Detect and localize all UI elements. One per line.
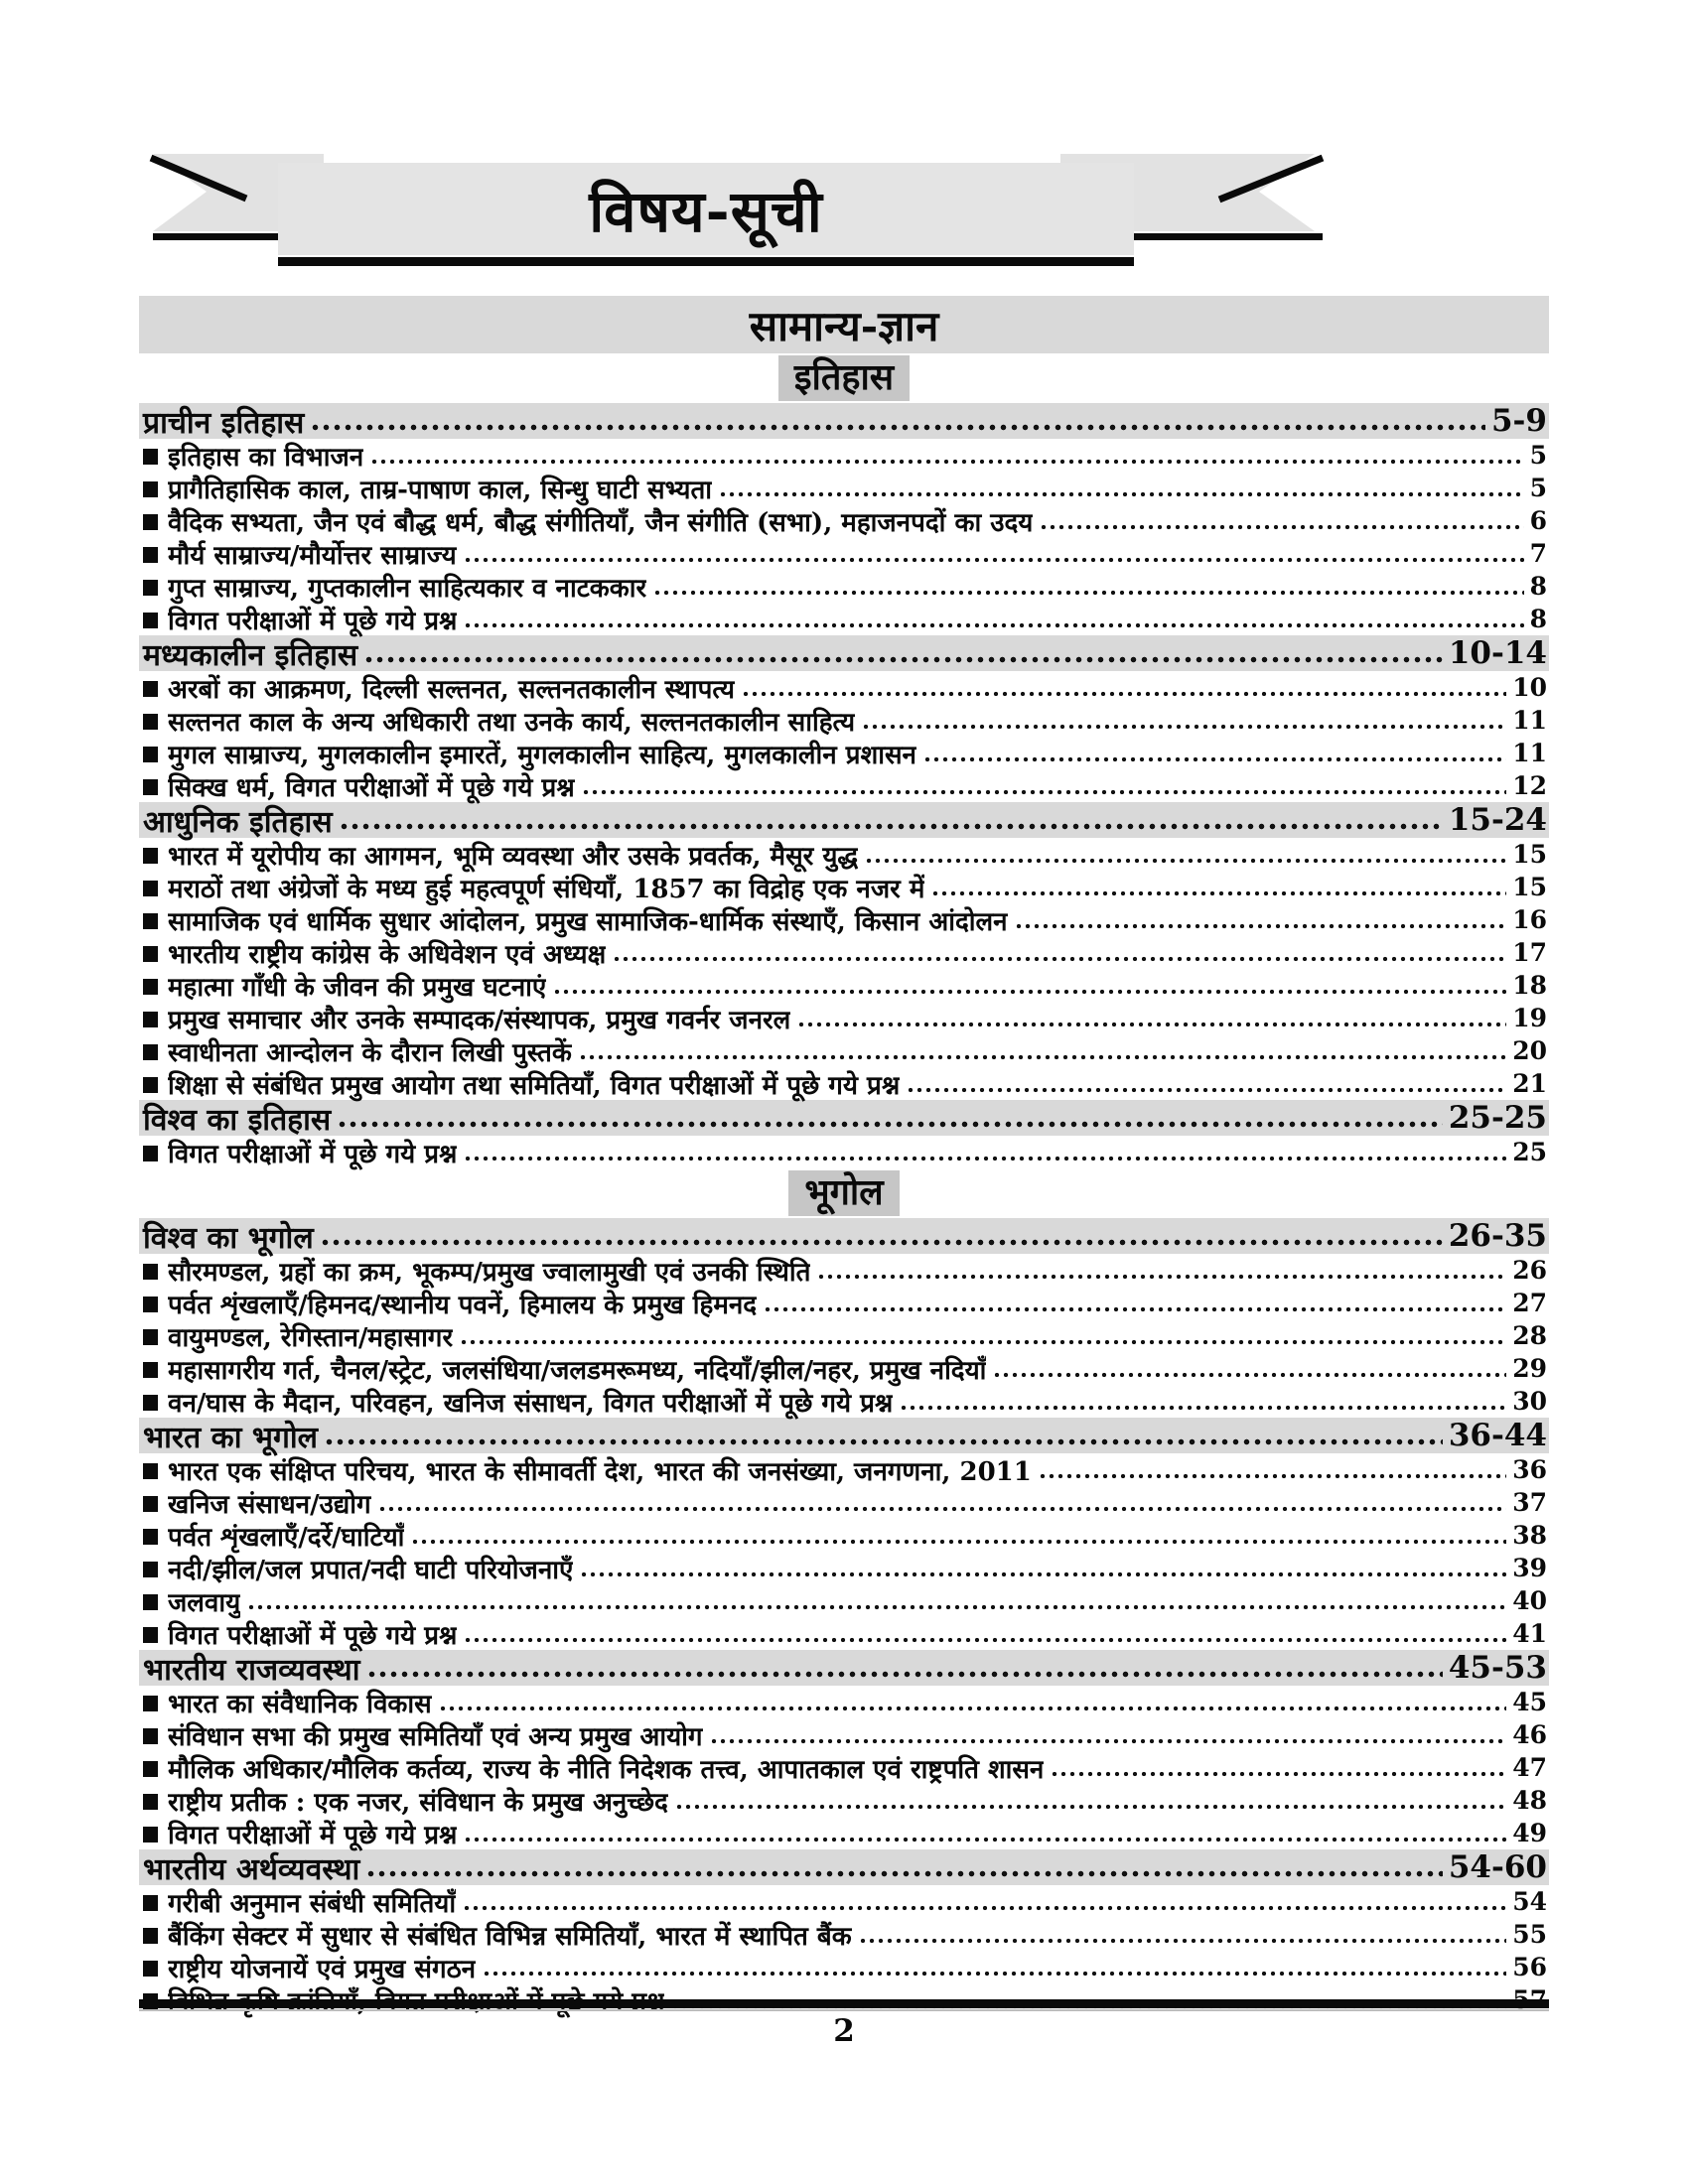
item-page-number: 6 xyxy=(1529,506,1547,535)
group-page-range: 10-14 xyxy=(1448,635,1547,671)
dot-leader xyxy=(341,823,1443,830)
bullet-square-icon xyxy=(143,779,158,795)
item-title: गरीबी अनुमान संबंधी समितियाँ xyxy=(168,1888,457,1919)
dot-leader xyxy=(322,1239,1443,1246)
dot-leader xyxy=(743,691,1506,697)
footer-rule xyxy=(139,1999,1549,2008)
item-title: पर्वत शृंखलाएँ/हिमनद/स्थानीय पवनें, हिमालय के प्रमुख हिमनद xyxy=(168,1290,758,1320)
group-page-range: 26-35 xyxy=(1448,1218,1547,1254)
item-page-number: 38 xyxy=(1512,1521,1547,1550)
toc-item-row xyxy=(139,504,1549,537)
item-title: अरबों का आक्रमण, दिल्ली सल्तनत, सल्तनतकालीन स्थापत्य xyxy=(168,674,736,705)
item-title: राष्ट्रीय योजनायें एवं प्रमुख संगठन xyxy=(168,1954,477,1984)
dot-leader xyxy=(924,756,1506,762)
item-title: नदी/झील/जल प्रपात/नदी घाटी परियोजनाएँ xyxy=(168,1555,574,1585)
bullet-square-icon xyxy=(143,1961,158,1977)
item-page-number: 18 xyxy=(1512,971,1547,1000)
toc-item-row xyxy=(139,603,1549,635)
item-title: स्वाधीनता आन्दोलन के दौरान लिखी पुस्तकें xyxy=(168,1037,572,1068)
group-title: भारतीय अर्थव्यवस्था xyxy=(143,1851,360,1887)
subject-header-wrap xyxy=(139,1170,1549,1216)
bullet-square-icon xyxy=(143,1012,158,1027)
item-title: भारत एक संक्षिप्त परिचय, भारत के सीमावर्ती देश, भारत की जनसंख्या, जनगणना, 2011 xyxy=(168,1456,1032,1487)
toc-item-row xyxy=(139,1002,1549,1034)
toc-item-row xyxy=(139,1067,1549,1100)
toc-item-row xyxy=(139,1136,1549,1168)
group-page-range: 5-9 xyxy=(1490,403,1547,439)
subject-header-0: इतिहास xyxy=(778,355,910,401)
item-page-number: 11 xyxy=(1512,739,1547,767)
banner-underline xyxy=(278,257,1134,266)
item-page-number: 15 xyxy=(1512,873,1547,901)
toc-item-row xyxy=(139,704,1549,737)
toc-item-row xyxy=(139,570,1549,603)
group-title: भारत का भूगोल xyxy=(143,1420,319,1455)
toc-item-row xyxy=(139,1552,1549,1584)
item-page-number: 27 xyxy=(1512,1289,1547,1317)
item-title: शिक्षा से संबंधित प्रमुख आयोग तथा समितियाँ, विगत परीक्षाओं में पूछे गये प्रश्न xyxy=(168,1070,901,1101)
item-title: संविधान सभा की प्रमुख समितियाँ एवं अन्य प्रमुख आयोग xyxy=(168,1721,703,1752)
toc-item-row xyxy=(139,1617,1549,1650)
bullet-square-icon xyxy=(143,1496,158,1512)
toc-item-row xyxy=(139,1686,1549,1718)
item-page-number: 55 xyxy=(1512,1920,1547,1949)
item-page-number: 8 xyxy=(1529,572,1547,601)
bullet-square-icon xyxy=(143,681,158,697)
item-title: सामाजिक एवं धार्मिक सुधार आंदोलन, प्रमुख सामाजिक-धार्मिक संस्थाएँ, किसान आंदोलन xyxy=(168,906,1008,937)
item-title: भारत का संवैधानिक विकास xyxy=(168,1689,432,1719)
item-title: विगत परीक्षाओं में पूछे गये प्रश्न xyxy=(168,1139,458,1169)
dot-leader xyxy=(654,590,1523,596)
item-page-number: 7 xyxy=(1529,539,1547,568)
bullet-square-icon xyxy=(143,1895,158,1911)
bullet-square-icon xyxy=(143,514,158,530)
page-number: 2 xyxy=(833,2013,855,2049)
item-page-number: 5 xyxy=(1529,474,1547,502)
bullet-square-icon xyxy=(143,1594,158,1610)
toc-item-row xyxy=(139,1352,1549,1385)
group-page-range: 25-25 xyxy=(1448,1100,1547,1136)
item-title: बैंकिंग सेक्टर में सुधार से संबंधित विभिन्न समितियाँ, भारत में स्थापित बैंक xyxy=(168,1921,852,1952)
item-title: वायुमण्डल, रेगिस्तान/महासागर xyxy=(168,1322,454,1353)
item-page-number: 56 xyxy=(1512,1953,1547,1981)
item-page-number: 28 xyxy=(1512,1321,1547,1350)
item-page-number: 49 xyxy=(1512,1819,1547,1847)
toc-item-row xyxy=(139,1751,1549,1784)
item-title: सौरमण्डल, ग्रहों का क्रम, भूकम्प/प्रमुख ज्वालामुखी एवं उनकी स्थिति xyxy=(168,1257,811,1288)
group-page-range: 54-60 xyxy=(1448,1849,1547,1885)
dot-leader xyxy=(312,424,1485,431)
bullet-square-icon xyxy=(143,946,158,962)
item-page-number: 47 xyxy=(1512,1753,1547,1782)
subject-header-wrap xyxy=(139,355,1549,401)
item-page-number: 29 xyxy=(1512,1354,1547,1383)
dot-leader xyxy=(580,1054,1506,1060)
dot-leader xyxy=(367,1870,1443,1877)
dot-leader xyxy=(711,1738,1507,1744)
item-page-number: 19 xyxy=(1512,1004,1547,1032)
dot-leader xyxy=(484,1971,1506,1977)
dot-leader xyxy=(866,858,1506,864)
toc-item-row xyxy=(139,1319,1549,1352)
dot-leader xyxy=(932,890,1506,896)
dot-leader xyxy=(676,1804,1506,1810)
toc-group-row xyxy=(139,1650,1549,1686)
toc-group-row xyxy=(139,403,1549,439)
part-header-band: सामान्य-ज्ञान xyxy=(139,296,1549,353)
toc-item-row xyxy=(139,1817,1549,1849)
item-title: वैदिक सभ्यता, जैन एवं बौद्ध धर्म, बौद्ध संगीतियाँ, जैन संगीति (सभा), महाजनपदों का उदय xyxy=(168,507,1034,538)
dot-leader xyxy=(326,1438,1443,1445)
group-page-range: 36-44 xyxy=(1448,1418,1547,1453)
item-page-number: 17 xyxy=(1512,938,1547,967)
bullet-square-icon xyxy=(143,1362,158,1378)
group-page-range: 15-24 xyxy=(1448,802,1547,838)
item-page-number: 30 xyxy=(1512,1387,1547,1416)
item-title: सल्तनत काल के अन्य अधिकारी तथा उनके कार्य, सल्तनतकालीन साहित्य xyxy=(168,707,856,738)
dot-leader xyxy=(371,459,1523,465)
toc-item-row xyxy=(139,537,1549,570)
dot-leader xyxy=(365,656,1443,663)
dot-leader xyxy=(368,1671,1443,1678)
toc-item-row xyxy=(139,1287,1549,1319)
toc-item-row xyxy=(139,1034,1549,1067)
item-title: भारतीय राष्ट्रीय कांग्रेस के अधिवेशन एवं अध्यक्ष xyxy=(168,939,607,970)
dot-leader xyxy=(1040,1473,1506,1479)
group-title: आधुनिक इतिहास xyxy=(143,804,333,840)
bullet-square-icon xyxy=(143,1463,158,1479)
bullet-square-icon xyxy=(143,1529,158,1545)
item-title: भारत में यूरोपीय का आगमन, भूमि व्यवस्था और उसके प्रवर्तक, मैसूर युद्ध xyxy=(168,841,859,872)
dot-leader xyxy=(339,1121,1443,1128)
group-title: मध्यकालीन इतिहास xyxy=(143,637,358,673)
toc-item-row xyxy=(139,903,1549,936)
item-page-number: 15 xyxy=(1512,840,1547,869)
item-page-number: 8 xyxy=(1529,605,1547,633)
subject-header-1: भूगोल xyxy=(788,1170,899,1216)
dot-leader xyxy=(581,1571,1506,1577)
toc-group-row xyxy=(139,1418,1549,1453)
dot-leader xyxy=(1016,923,1507,929)
item-page-number: 36 xyxy=(1512,1455,1547,1484)
bullet-square-icon xyxy=(143,1794,158,1810)
item-page-number: 37 xyxy=(1512,1488,1547,1517)
bullet-square-icon xyxy=(143,580,158,596)
bullet-square-icon xyxy=(143,1329,158,1345)
dot-leader xyxy=(461,1339,1506,1345)
toc-item-row xyxy=(139,1885,1549,1918)
banner-title-box xyxy=(278,163,1134,255)
dot-leader xyxy=(1052,1771,1506,1777)
bullet-square-icon xyxy=(143,1264,158,1280)
item-page-number: 41 xyxy=(1512,1619,1547,1648)
item-page-number: 5 xyxy=(1529,441,1547,470)
dot-leader xyxy=(583,789,1506,795)
bullet-square-icon xyxy=(143,1728,158,1744)
bullet-square-icon xyxy=(143,979,158,995)
toc-item-row xyxy=(139,1918,1549,1951)
item-page-number: 45 xyxy=(1512,1688,1547,1716)
bullet-square-icon xyxy=(143,481,158,497)
toc-item-row xyxy=(139,969,1549,1002)
item-title: मौर्य साम्राज्य/मौर्योत्तर साम्राज्य xyxy=(168,540,457,571)
bullet-square-icon xyxy=(143,913,158,929)
dot-leader xyxy=(248,1604,1506,1610)
bullet-square-icon xyxy=(143,848,158,864)
toc-item-row xyxy=(139,1584,1549,1617)
bullet-square-icon xyxy=(143,547,158,563)
dot-leader xyxy=(465,1637,1506,1643)
item-title: खनिज संसाधन/उद्योग xyxy=(168,1489,371,1520)
item-title: मौलिक अधिकार/मौलिक कर्तव्य, राज्य के नीति निदेशक तत्त्व, आपातकाल एवं राष्ट्रपति शासन xyxy=(168,1754,1045,1785)
item-title: प्रागैतिहासिक काल, ताम्र-पाषाण काल, सिन्धु घाटी सभ्यता xyxy=(168,475,713,505)
bullet-square-icon xyxy=(143,1395,158,1411)
item-title: मराठों तथा अंग्रेजों के मध्य हुई महत्वपूर्ण संधियाँ, 1857 का विद्रोह एक नजर में xyxy=(168,874,925,904)
toc-group-row xyxy=(139,802,1549,838)
item-title: प्रमुख समाचार और उनके सम्पादक/संस्थापक, प्रमुख गवर्नर जनरल xyxy=(168,1005,791,1035)
item-title: राष्ट्रीय प्रतीक : एक नजर, संविधान के प्रमुख अनुच्छेद xyxy=(168,1787,668,1818)
toc-item-row xyxy=(139,871,1549,903)
dot-leader xyxy=(1041,524,1523,530)
item-page-number: 20 xyxy=(1512,1036,1547,1065)
item-page-number: 40 xyxy=(1512,1586,1547,1615)
dot-leader xyxy=(863,724,1506,730)
toc-item-row xyxy=(139,1385,1549,1418)
dot-leader xyxy=(860,1938,1507,1944)
bullet-square-icon xyxy=(143,747,158,762)
group-page-range: 45-53 xyxy=(1448,1650,1547,1686)
bullet-square-icon xyxy=(143,1077,158,1093)
dot-leader xyxy=(412,1539,1506,1545)
item-title: गुप्त साम्राज्य, गुप्तकालीन साहित्यकार व नाटककार xyxy=(168,573,647,604)
bullet-square-icon xyxy=(143,1297,158,1312)
toc-item-row xyxy=(139,769,1549,802)
dot-leader xyxy=(614,956,1506,962)
page-title: विषय-सूची xyxy=(589,178,823,245)
item-title: महात्मा गाँधी के जीवन की प्रमुख घटनाएं xyxy=(168,972,547,1003)
toc-item-row xyxy=(139,1519,1549,1552)
dot-leader xyxy=(465,1156,1506,1161)
item-page-number: 48 xyxy=(1512,1786,1547,1815)
toc-item-row xyxy=(139,1718,1549,1751)
item-title: जलवायु xyxy=(168,1587,241,1618)
bullet-square-icon xyxy=(143,449,158,465)
bullet-square-icon xyxy=(143,1761,158,1777)
group-title: भारतीय राजव्यवस्था xyxy=(143,1652,360,1688)
item-page-number: 39 xyxy=(1512,1554,1547,1582)
dot-leader xyxy=(465,557,1524,563)
item-page-number: 54 xyxy=(1512,1887,1547,1916)
item-page-number: 16 xyxy=(1512,905,1547,934)
bullet-square-icon xyxy=(143,881,158,896)
item-title: महासागरीय गर्त, चैनल/स्ट्रेट, जलसंधिया/जलडमरूमध्य, नदियाँ/झील/नहर, प्रमुख नदियाँ xyxy=(168,1355,987,1386)
toc-item-row xyxy=(139,1784,1549,1817)
toc-item-row xyxy=(139,838,1549,871)
item-title: विगत परीक्षाओं में पूछे गये प्रश्न xyxy=(168,1820,458,1850)
group-title: प्राचीन इतिहास xyxy=(143,405,305,441)
group-title: विश्व का भूगोल xyxy=(143,1220,314,1256)
bullet-square-icon xyxy=(143,613,158,628)
dot-leader xyxy=(465,1837,1506,1843)
bullet-square-icon xyxy=(143,1696,158,1711)
dot-leader xyxy=(440,1706,1507,1711)
dot-leader xyxy=(464,1905,1506,1911)
dot-leader xyxy=(379,1506,1507,1512)
item-page-number: 21 xyxy=(1512,1069,1547,1098)
dot-leader xyxy=(720,491,1524,497)
item-page-number: 46 xyxy=(1512,1720,1547,1749)
item-title: सिक्ख धर्म, विगत परीक्षाओं में पूछे गये प्रश्न xyxy=(168,772,575,803)
dot-leader xyxy=(554,989,1506,995)
bullet-square-icon xyxy=(143,1827,158,1843)
toc-item-row xyxy=(139,1254,1549,1287)
item-page-number: 10 xyxy=(1512,673,1547,702)
item-page-number: 11 xyxy=(1512,706,1547,735)
dot-leader xyxy=(798,1022,1506,1027)
bullet-square-icon xyxy=(143,1928,158,1944)
bullet-square-icon xyxy=(143,714,158,730)
dot-leader xyxy=(765,1306,1506,1312)
toc-group-row xyxy=(139,1849,1549,1885)
item-page-number: 12 xyxy=(1512,771,1547,800)
item-page-number: 26 xyxy=(1512,1256,1547,1285)
bullet-square-icon xyxy=(143,1146,158,1161)
toc-item-row xyxy=(139,1453,1549,1486)
toc-item-row xyxy=(139,1951,1549,1983)
item-title: पर्वत शृंखलाएँ/दर्रे/घाटियाँ xyxy=(168,1522,405,1553)
item-title: मुगल साम्राज्य, मुगलकालीन इमारतें, मुगलकालीन साहित्य, मुगलकालीन प्रशासन xyxy=(168,740,916,770)
toc-item-row xyxy=(139,936,1549,969)
item-page-number: 25 xyxy=(1512,1138,1547,1166)
title-banner xyxy=(149,137,1340,271)
toc-item-row xyxy=(139,439,1549,472)
toc-group-row xyxy=(139,635,1549,671)
dot-leader xyxy=(901,1405,1506,1411)
dot-leader xyxy=(818,1274,1506,1280)
dot-leader xyxy=(465,622,1523,628)
bullet-square-icon xyxy=(143,1044,158,1060)
group-title: विश्व का इतिहास xyxy=(143,1102,332,1138)
bullet-square-icon xyxy=(143,1627,158,1643)
toc-item-row xyxy=(139,737,1549,769)
toc-list xyxy=(139,353,1549,2016)
toc-item-row xyxy=(139,472,1549,504)
item-title: विगत परीक्षाओं में पूछे गये प्रश्न xyxy=(168,1620,458,1651)
toc-item-row xyxy=(139,671,1549,704)
dot-leader xyxy=(908,1087,1506,1093)
toc-item-row xyxy=(139,1486,1549,1519)
bullet-square-icon xyxy=(143,1562,158,1577)
toc-group-row xyxy=(139,1100,1549,1136)
dot-leader xyxy=(994,1372,1506,1378)
item-title: वन/घास के मैदान, परिवहन, खनिज संसाधन, विगत परीक्षाओं में पूछे गये प्रश्न xyxy=(168,1388,894,1419)
item-title: विगत परीक्षाओं में पूछे गये प्रश्न xyxy=(168,606,458,636)
toc-group-row xyxy=(139,1218,1549,1254)
item-title: इतिहास का विभाजन xyxy=(168,442,364,473)
